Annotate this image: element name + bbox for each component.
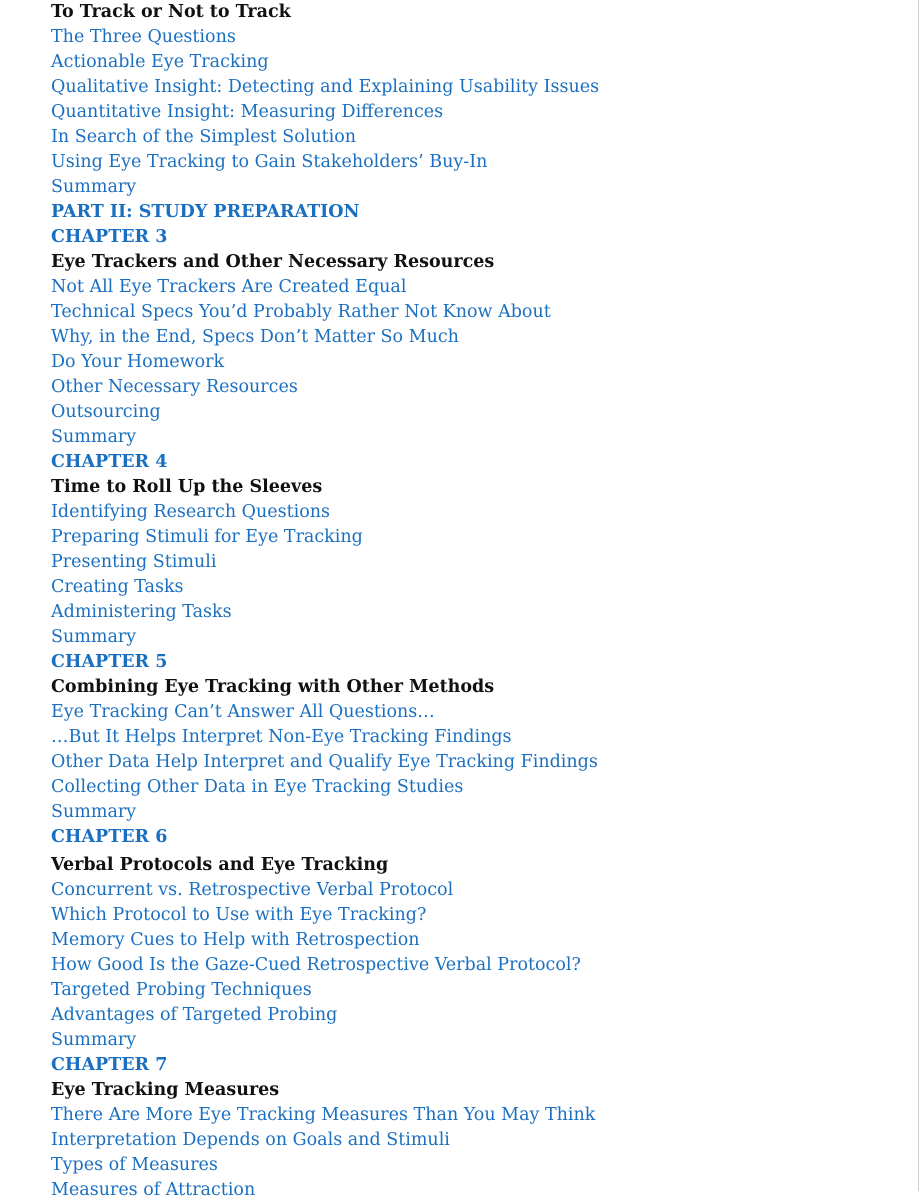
toc-chapter-heading[interactable]: CHAPTER 7	[51, 1055, 168, 1075]
toc-chapter-title: Time to Roll Up the Sleeves	[51, 477, 323, 497]
toc-entry-link[interactable]: Memory Cues to Help with Retrospection	[51, 930, 420, 950]
toc-entry-link[interactable]: Summary	[51, 1030, 137, 1050]
toc-entry-link[interactable]: There Are More Eye Tracking Measures Than You May Think	[51, 1105, 596, 1125]
toc-entry-link[interactable]: Summary	[51, 802, 137, 822]
toc-chapter-heading[interactable]: CHAPTER 5	[51, 652, 168, 672]
toc-chapter-heading[interactable]: CHAPTER 3	[51, 227, 168, 247]
toc-entry-link[interactable]: Technical Specs You’d Probably Rather Not Know About	[51, 302, 551, 322]
toc-entry-link[interactable]: Using Eye Tracking to Gain Stakeholders’ Buy-In	[51, 152, 488, 172]
toc-entry-link[interactable]: Eye Tracking Can’t Answer All Questions…	[51, 702, 435, 722]
toc-entry-link[interactable]: How Good Is the Gaze-Cued Retrospective Verbal Protocol?	[51, 955, 581, 975]
toc-entry-link[interactable]: Identifying Research Questions	[51, 502, 331, 522]
toc-chapter-title: Eye Tracking Measures	[51, 1080, 280, 1100]
toc-chapter-title: Verbal Protocols and Eye Tracking	[51, 855, 389, 875]
toc-entry-link[interactable]: Actionable Eye Tracking	[51, 52, 269, 72]
toc-chapter-heading[interactable]: CHAPTER 6	[51, 827, 168, 847]
toc-chapter-title: To Track or Not to Track	[51, 2, 291, 22]
toc-chapter-title: Combining Eye Tracking with Other Methods	[51, 677, 495, 697]
toc-entry-link[interactable]: Administering Tasks	[51, 602, 232, 622]
toc-entry-link[interactable]: Advantages of Targeted Probing	[51, 1005, 338, 1025]
toc-entry-link[interactable]: Which Protocol to Use with Eye Tracking?	[51, 905, 427, 925]
toc-entry-link[interactable]: Do Your Homework	[51, 352, 225, 372]
toc-entry-link[interactable]: Interpretation Depends on Goals and Stimuli	[51, 1130, 450, 1150]
toc-entry-link[interactable]: Measures of Attraction	[51, 1180, 256, 1200]
toc-entry-link[interactable]: Not All Eye Trackers Are Created Equal	[51, 277, 407, 297]
toc-entry-link[interactable]: Other Necessary Resources	[51, 377, 298, 397]
page-edge-divider	[918, 0, 919, 1191]
toc-entry-link[interactable]: Why, in the End, Specs Don’t Matter So Much	[51, 327, 459, 347]
toc-entry-link[interactable]: …But It Helps Interpret Non-Eye Tracking Findings	[51, 727, 512, 747]
toc-entry-link[interactable]: Summary	[51, 627, 137, 647]
toc-entry-link[interactable]: Creating Tasks	[51, 577, 184, 597]
toc-entry-link[interactable]: Summary	[51, 427, 137, 447]
toc-chapter-heading[interactable]: PART II: STUDY PREPARATION	[51, 202, 360, 222]
toc-entry-link[interactable]: In Search of the Simplest Solution	[51, 127, 357, 147]
toc-entry-link[interactable]: Outsourcing	[51, 402, 161, 422]
toc-entry-link[interactable]: Concurrent vs. Retrospective Verbal Protocol	[51, 880, 454, 900]
toc-chapter-heading[interactable]: CHAPTER 4	[51, 452, 168, 472]
toc-entry-link[interactable]: Types of Measures	[51, 1155, 218, 1175]
toc-entry-link[interactable]: Other Data Help Interpret and Qualify Eye Tracking Findings	[51, 752, 598, 772]
toc-entry-link[interactable]: Summary	[51, 177, 137, 197]
toc-entry-link[interactable]: Preparing Stimuli for Eye Tracking	[51, 527, 363, 547]
toc-entry-link[interactable]: Presenting Stimuli	[51, 552, 217, 572]
toc-entry-link[interactable]: Quantitative Insight: Measuring Differences	[51, 102, 444, 122]
toc-entry-link[interactable]: Targeted Probing Techniques	[51, 980, 312, 1000]
toc-entry-link[interactable]: Collecting Other Data in Eye Tracking Studies	[51, 777, 464, 797]
toc-entry-link[interactable]: The Three Questions	[51, 27, 236, 47]
toc-entry-link[interactable]: Qualitative Insight: Detecting and Explaining Usability Issues	[51, 77, 600, 97]
table-of-contents	[51, 0, 911, 1203]
toc-chapter-title: Eye Trackers and Other Necessary Resources	[51, 252, 495, 272]
